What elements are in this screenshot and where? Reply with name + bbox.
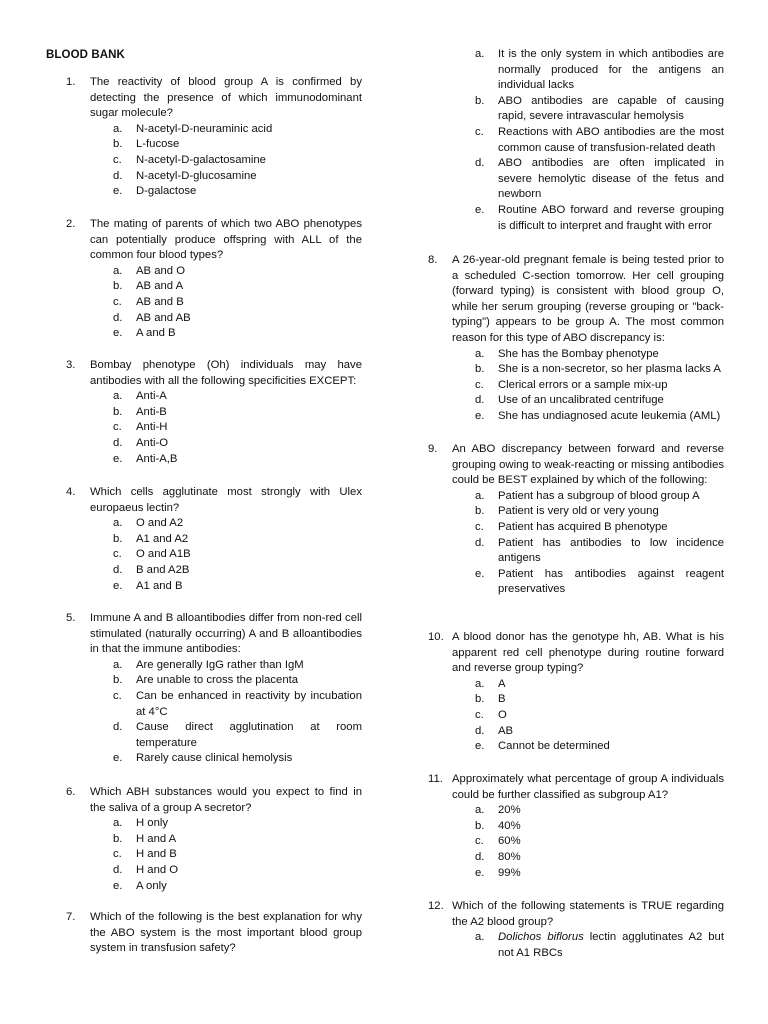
- question-text: A blood donor has the genotype hh, AB. What is his apparent red cell phenotype during routine forward and reverse group typing?: [452, 631, 724, 675]
- option-letter: e.: [113, 579, 123, 592]
- option-text: Anti-A,B: [136, 452, 178, 465]
- option-letter: d.: [113, 311, 123, 324]
- option-text: Patient has acquired B phenotype: [498, 520, 668, 533]
- option-letter: b.: [475, 693, 485, 706]
- question-8: [428, 253, 724, 425]
- option-text: Anti-H: [136, 421, 168, 434]
- option: [475, 834, 724, 850]
- option-text: Rarely cause clinical hemolysis: [136, 752, 293, 765]
- option: [475, 520, 724, 536]
- option: [113, 420, 362, 436]
- option-list: [113, 516, 362, 594]
- question-text: The mating of parents of which two ABO phenotypes can potentially produce offspring with ALL of the common four blood types?: [90, 218, 362, 262]
- option-letter: d.: [475, 850, 485, 863]
- option: [113, 452, 362, 468]
- option: [475, 708, 724, 724]
- option-text: H and O: [136, 863, 179, 876]
- option-text: Patient has a subgroup of blood group A: [498, 489, 700, 502]
- question-number: 1.: [66, 76, 76, 88]
- question-number: 9.: [428, 443, 438, 455]
- option-letter: a.: [113, 658, 123, 671]
- option-letter: e.: [475, 409, 485, 422]
- option-letter: c.: [475, 125, 484, 138]
- option: [113, 389, 362, 405]
- question-7-continued: [428, 47, 724, 234]
- option: [113, 184, 362, 200]
- option-letter: e.: [113, 185, 123, 198]
- option-letter: c.: [113, 153, 122, 166]
- option-text: Anti-B: [136, 405, 167, 418]
- option-letter: d.: [113, 169, 123, 182]
- option-letter: c.: [113, 421, 122, 434]
- option-letter: d.: [475, 724, 485, 737]
- option-letter: e.: [475, 567, 485, 580]
- option-letter: e.: [113, 879, 123, 892]
- option: [113, 264, 362, 280]
- option-text: Patient has antibodies to low incidence antigens: [498, 536, 724, 565]
- option: [113, 816, 362, 832]
- option-letter: b.: [113, 832, 123, 845]
- option-list: [475, 677, 724, 755]
- option-letter: e.: [113, 452, 123, 465]
- option: [475, 378, 724, 394]
- option: [113, 137, 362, 153]
- question-text: Which ABH substances would you expect to find in the saliva of a group A secretor?: [90, 786, 362, 814]
- question-11: [428, 772, 724, 881]
- question-6: [66, 785, 362, 894]
- option: [475, 850, 724, 866]
- question-3: [66, 358, 362, 467]
- question-2: [66, 217, 362, 342]
- option-text: H and B: [136, 848, 177, 861]
- option-list: [113, 389, 362, 467]
- option-text: N-acetyl-D-glucosamine: [136, 169, 257, 182]
- option-letter: a.: [475, 347, 485, 360]
- option: [113, 563, 362, 579]
- option-text: O and A1B: [136, 548, 191, 561]
- option-list: [113, 816, 362, 894]
- question-text: A 26-year-old pregnant female is being tested prior to a scheduled C-section tomorrow. Her cell grouping (forward typing) is consistent with blood group O, while her serum grouping (reverse grouping or "back-typing") appears to be group A. The most common reason for this type of ABO discrepancy is:: [452, 254, 724, 344]
- option: [475, 203, 724, 234]
- option-letter: a.: [113, 517, 123, 530]
- option-letter: a.: [475, 489, 485, 502]
- question-12: [428, 899, 724, 961]
- option-text: B and A2B: [136, 563, 190, 576]
- question-text: Approximately what percentage of group A individuals could be further classified as subgroup A1?: [452, 773, 724, 801]
- option-text: 80%: [498, 850, 521, 863]
- option-text: She has the Bombay phenotype: [498, 347, 659, 360]
- option-text: L-fucose: [136, 138, 180, 151]
- question-9: [428, 442, 724, 598]
- option-letter: c.: [475, 520, 484, 533]
- question-number: 10.: [428, 631, 444, 643]
- option: [113, 547, 362, 563]
- option-text: B: [498, 693, 506, 706]
- option-text: Can be enhanced in reactivity by incubation at 4°C: [136, 689, 362, 718]
- option: [475, 125, 724, 156]
- option-letter: b.: [113, 405, 123, 418]
- option-text: She has undiagnosed acute leukemia (AML): [498, 409, 721, 422]
- option: [113, 863, 362, 879]
- option-letter: b.: [113, 280, 123, 293]
- question-text: The reactivity of blood group A is confirmed by detecting the presence of which immunodominant sugar molecule?: [90, 76, 362, 120]
- option-text: AB and O: [136, 264, 185, 277]
- question-number: 11.: [428, 773, 443, 785]
- page-title: BLOOD BANK: [46, 49, 125, 61]
- option-letter: a.: [113, 122, 123, 135]
- option-letter: a.: [113, 817, 123, 830]
- question-10: [428, 630, 724, 755]
- option-text: A1 and A2: [136, 532, 189, 545]
- option-letter: c.: [475, 835, 484, 848]
- option-text: lectin agglutinates A2 but not A1 RBCs: [498, 931, 724, 959]
- option-letter: e.: [475, 740, 485, 753]
- option: [475, 536, 724, 567]
- option: [113, 751, 362, 767]
- option-list: [113, 122, 362, 200]
- option: [113, 847, 362, 863]
- option-letter: c.: [475, 708, 484, 721]
- option: [475, 47, 724, 94]
- option: [113, 832, 362, 848]
- option: [113, 689, 362, 720]
- option: [475, 866, 724, 882]
- option: [113, 658, 362, 674]
- option: [475, 347, 724, 363]
- option: [113, 532, 362, 548]
- option-text: Patient has antibodies against reagent preservatives: [498, 567, 724, 596]
- option: [113, 169, 362, 185]
- question-text: Which cells agglutinate most strongly with Ulex europaeus lectin?: [90, 486, 362, 514]
- option: [113, 326, 362, 342]
- option-letter: b.: [113, 138, 123, 151]
- option: [475, 677, 724, 693]
- option: [475, 930, 724, 961]
- option-text: 99%: [498, 866, 521, 879]
- option: [475, 156, 724, 203]
- option-letter: c.: [113, 848, 122, 861]
- option-text: Patient is very old or very young: [498, 505, 659, 518]
- option-text: It is the only system in which antibodies are normally produced for the antigens an individual lacks: [498, 48, 724, 92]
- option-text: N-acetyl-D-neuraminic acid: [136, 122, 273, 135]
- option: [113, 879, 362, 895]
- option-list: [113, 264, 362, 342]
- option: [113, 579, 362, 595]
- question-number: 2.: [66, 218, 76, 230]
- option-italic-text: Dolichos biflorus: [498, 931, 584, 944]
- option-letter: b.: [475, 363, 485, 376]
- option-text: Cannot be determined: [498, 740, 610, 753]
- option-list: [475, 347, 724, 425]
- option-list: [475, 803, 724, 881]
- option-text: ABO antibodies are often implicated in severe hemolytic disease of the fetus and newborn: [498, 157, 724, 201]
- question-number: 3.: [66, 359, 76, 371]
- option-text: A: [498, 677, 506, 690]
- option-letter: d.: [475, 157, 485, 170]
- question-number: 12.: [428, 900, 444, 912]
- option-text: 60%: [498, 835, 521, 848]
- question-number: 8.: [428, 254, 438, 266]
- option-text: 40%: [498, 819, 521, 832]
- option-letter: e.: [475, 203, 485, 216]
- option: [113, 153, 362, 169]
- option-text: Cause direct agglutination at room temperature: [136, 721, 362, 749]
- option: [113, 405, 362, 421]
- question-number: 5.: [66, 612, 76, 624]
- option: [113, 295, 362, 311]
- option-text: 20%: [498, 804, 521, 817]
- option-letter: c.: [113, 689, 122, 702]
- option-text: Routine ABO forward and reverse grouping is difficult to interpret and fraught with error: [498, 203, 724, 232]
- option-text: Anti-O: [136, 436, 169, 449]
- option: [475, 819, 724, 835]
- option-letter: a.: [475, 804, 485, 817]
- option-text: ABO antibodies are capable of causing rapid, severe intravascular hemolysis: [498, 94, 724, 123]
- option-text: Are generally IgG rather than IgM: [136, 658, 304, 671]
- question-text: An ABO discrepancy between forward and reverse grouping owing to weak-reacting or missing antibodies could be BEST explained by which of the following:: [452, 443, 724, 487]
- option-text: Reactions with ABO antibodies are the most common cause of transfusion-related death: [498, 125, 724, 154]
- option-letter: b.: [113, 532, 123, 545]
- option-letter: d.: [475, 536, 485, 549]
- option-letter: b.: [475, 819, 485, 832]
- option-letter: d.: [113, 563, 123, 576]
- option-letter: d.: [113, 863, 123, 876]
- option-letter: a.: [475, 677, 485, 690]
- option-text: Anti-A: [136, 390, 167, 403]
- option-letter: a.: [475, 931, 485, 944]
- option-list: [475, 489, 724, 598]
- question-7: [66, 910, 362, 957]
- option-text: AB and AB: [136, 311, 191, 324]
- option: [475, 94, 724, 125]
- question-number: 4.: [66, 486, 76, 498]
- option: [113, 673, 362, 689]
- option-letter: d.: [475, 394, 485, 407]
- option-text: H and A: [136, 832, 177, 845]
- option-text: Use of an uncalibrated centrifuge: [498, 394, 664, 407]
- option-letter: c.: [113, 548, 122, 561]
- option-letter: b.: [475, 94, 485, 107]
- option: [475, 489, 724, 505]
- question-text: Bombay phenotype (Oh) individuals may have antibodies with all the following specificities EXCEPT:: [90, 359, 362, 387]
- option: [475, 724, 724, 740]
- option: [475, 504, 724, 520]
- option-text: AB and A: [136, 280, 184, 293]
- option-text: She is a non-secretor, so her plasma lacks A: [498, 363, 721, 376]
- option: [475, 409, 724, 425]
- option-text: AB: [498, 724, 514, 737]
- option: [475, 692, 724, 708]
- option-letter: d.: [113, 436, 123, 449]
- option: [475, 803, 724, 819]
- option-letter: e.: [113, 327, 123, 340]
- option: [113, 311, 362, 327]
- option-letter: a.: [475, 48, 485, 60]
- option-letter: b.: [475, 505, 485, 518]
- option-letter: d.: [113, 721, 123, 734]
- option: [475, 567, 724, 598]
- option: [475, 393, 724, 409]
- question-4: [66, 485, 362, 594]
- option: [475, 362, 724, 378]
- option-letter: c.: [475, 378, 484, 391]
- option-text: D-galactose: [136, 185, 197, 198]
- option-letter: e.: [113, 752, 123, 765]
- question-5: [66, 611, 362, 767]
- option-list: [475, 47, 724, 234]
- option-letter: b.: [113, 674, 123, 687]
- question-1: [66, 75, 362, 200]
- option-letter: e.: [475, 866, 485, 879]
- option-letter: a.: [113, 264, 123, 277]
- option: [113, 720, 362, 751]
- option-text: A only: [136, 879, 167, 892]
- option: [475, 739, 724, 755]
- option: [113, 122, 362, 138]
- option: [113, 279, 362, 295]
- option-text: A and B: [136, 327, 176, 340]
- option-letter: a.: [113, 390, 123, 403]
- question-number: 6.: [66, 786, 76, 798]
- option-text: O and A2: [136, 517, 184, 530]
- option-letter: c.: [113, 295, 122, 308]
- option-text: Clerical errors or a sample mix-up: [498, 378, 668, 391]
- option: [113, 516, 362, 532]
- option-text: H only: [136, 817, 169, 830]
- question-number: 7.: [66, 911, 76, 923]
- question-text: Which of the following is the best explanation for why the ABO system is the most important blood group system in transfusion safety?: [90, 911, 362, 955]
- option-text: Are unable to cross the placenta: [136, 674, 299, 687]
- option: [113, 436, 362, 452]
- option-text: O: [498, 708, 507, 721]
- option-list: [113, 658, 362, 767]
- option-list: [475, 930, 724, 961]
- question-text: Immune A and B alloantibodies differ from non-red cell stimulated (naturally occurring) A and B alloantibodies in that the immune antibodies:: [90, 612, 362, 656]
- option-text: AB and B: [136, 295, 184, 308]
- option-text: N-acetyl-D-galactosamine: [136, 153, 266, 166]
- question-text: Which of the following statements is TRUE regarding the A2 blood group?: [452, 900, 724, 928]
- option-text: A1 and B: [136, 579, 183, 592]
